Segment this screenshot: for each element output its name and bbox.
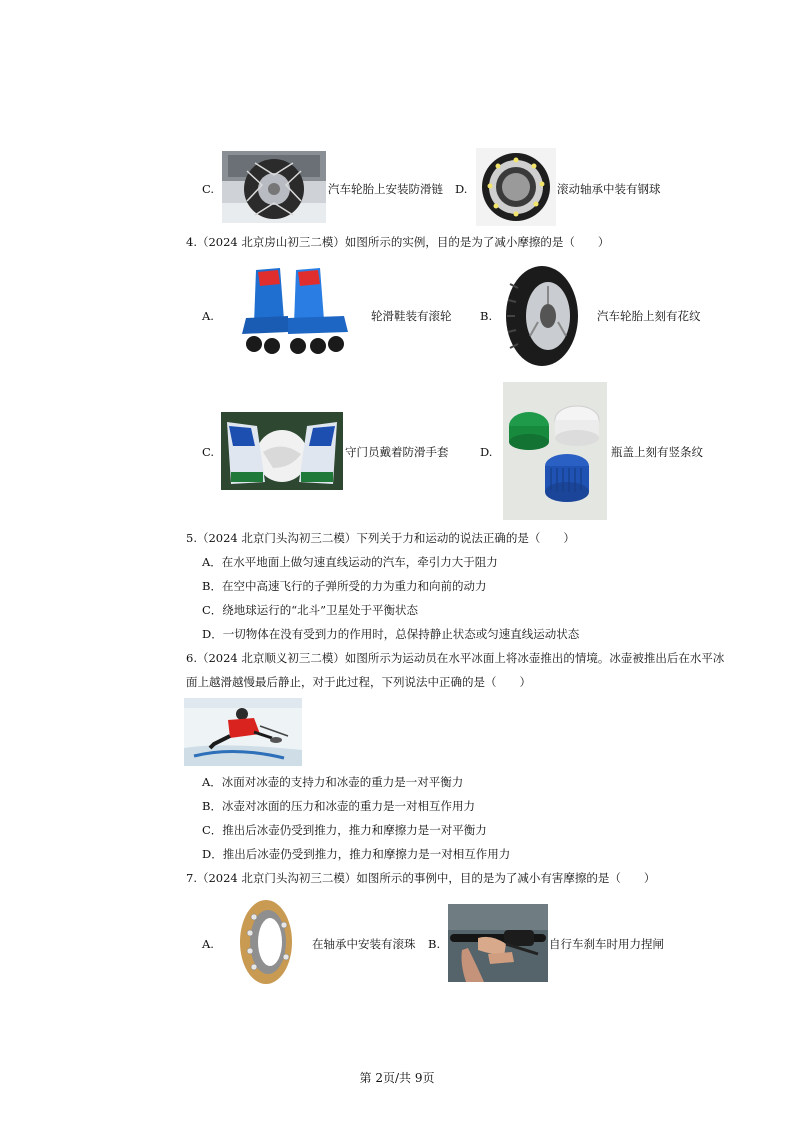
- bicycle-brake-image: [448, 904, 548, 982]
- q3-option-d-text: 滚动轴承中装有钢球: [557, 182, 661, 196]
- q7-option-b-text: 自行车刹车时用力捏闸: [549, 937, 664, 951]
- q4-option-d-letter: D.: [480, 445, 493, 459]
- q6-option-a: A．冰面对冰壶的支持力和冰壶的重力是一对平衡力: [202, 775, 464, 789]
- q7-option-b-letter: B.: [428, 937, 441, 951]
- q4-option-b-letter: B.: [480, 309, 493, 323]
- bottle-caps-image: [503, 382, 607, 520]
- q6-stem-line1: 6.（2024 北京顺义初三二模）如图所示为运动员在水平冰面上将冰壶推出的情境。冰壶被推出后在水平冰: [186, 651, 725, 665]
- curling-image: [184, 698, 302, 766]
- q5-option-d: D．一切物体在没有受到力的作用时，总保持静止状态或匀速直线运动状态: [202, 627, 580, 641]
- q7-option-a-text: 在轴承中安装有滚珠: [312, 937, 416, 951]
- q7-option-a-letter: A.: [202, 937, 214, 951]
- q4-stem: 4.（2024 北京房山初三二模）如图所示的实例，目的是为了减小摩擦的是（ ）: [186, 235, 610, 249]
- tire-chain-image: [222, 151, 326, 223]
- q4-option-a-text: 轮滑鞋装有滚轮: [371, 309, 452, 323]
- q4-option-c-letter: C.: [202, 445, 215, 459]
- ball-bearing-image: [228, 895, 306, 989]
- page-footer: 第 2页/共 9页: [359, 1071, 435, 1085]
- q5-option-a: A．在水平地面上做匀速直线运动的汽车，牵引力大于阻力: [202, 555, 498, 569]
- q6-option-d: D．推出后冰壶仍受到推力，推力和摩擦力是一对相互作用力: [202, 847, 511, 861]
- tire-tread-image: [502, 264, 582, 368]
- q3-option-c-text: 汽车轮胎上安装防滑链: [328, 182, 443, 196]
- rolling-bearing-image: [476, 148, 556, 226]
- q3-option-c-letter: C.: [202, 182, 215, 196]
- q5-stem: 5.（2024 北京门头沟初三二模）下列关于力和运动的说法正确的是（ ）: [186, 531, 575, 545]
- q7-stem: 7.（2024 北京门头沟初三二模）如图所示的事例中，目的是为了减小有害摩擦的是（ ）: [186, 871, 656, 885]
- q4-option-c-text: 守门员戴着防滑手套: [345, 445, 449, 459]
- q5-option-c: C．绕地球运行的“北斗”卫星处于平衡状态: [202, 603, 419, 617]
- q6-option-c: C．推出后冰壶仍受到推力，推力和摩擦力是一对平衡力: [202, 823, 487, 837]
- goalkeeper-gloves-image: [221, 412, 343, 490]
- q4-option-a-letter: A.: [202, 309, 214, 323]
- q4-option-d-text: 瓶盖上刻有竖条纹: [611, 445, 703, 459]
- q6-option-b: B．冰壶对冰面的压力和冰壶的重力是一对相互作用力: [202, 799, 475, 813]
- q6-stem-line2: 面上越滑越慢最后静止，对于此过程，下列说法中正确的是（ ）: [186, 675, 531, 689]
- q4-option-b-text: 汽车轮胎上刻有花纹: [597, 309, 701, 323]
- q3-option-d-letter: D.: [455, 182, 468, 196]
- q5-option-b: B．在空中高速飞行的子弹所受的力为重力和向前的动力: [202, 579, 487, 593]
- roller-skates-image: [236, 262, 352, 358]
